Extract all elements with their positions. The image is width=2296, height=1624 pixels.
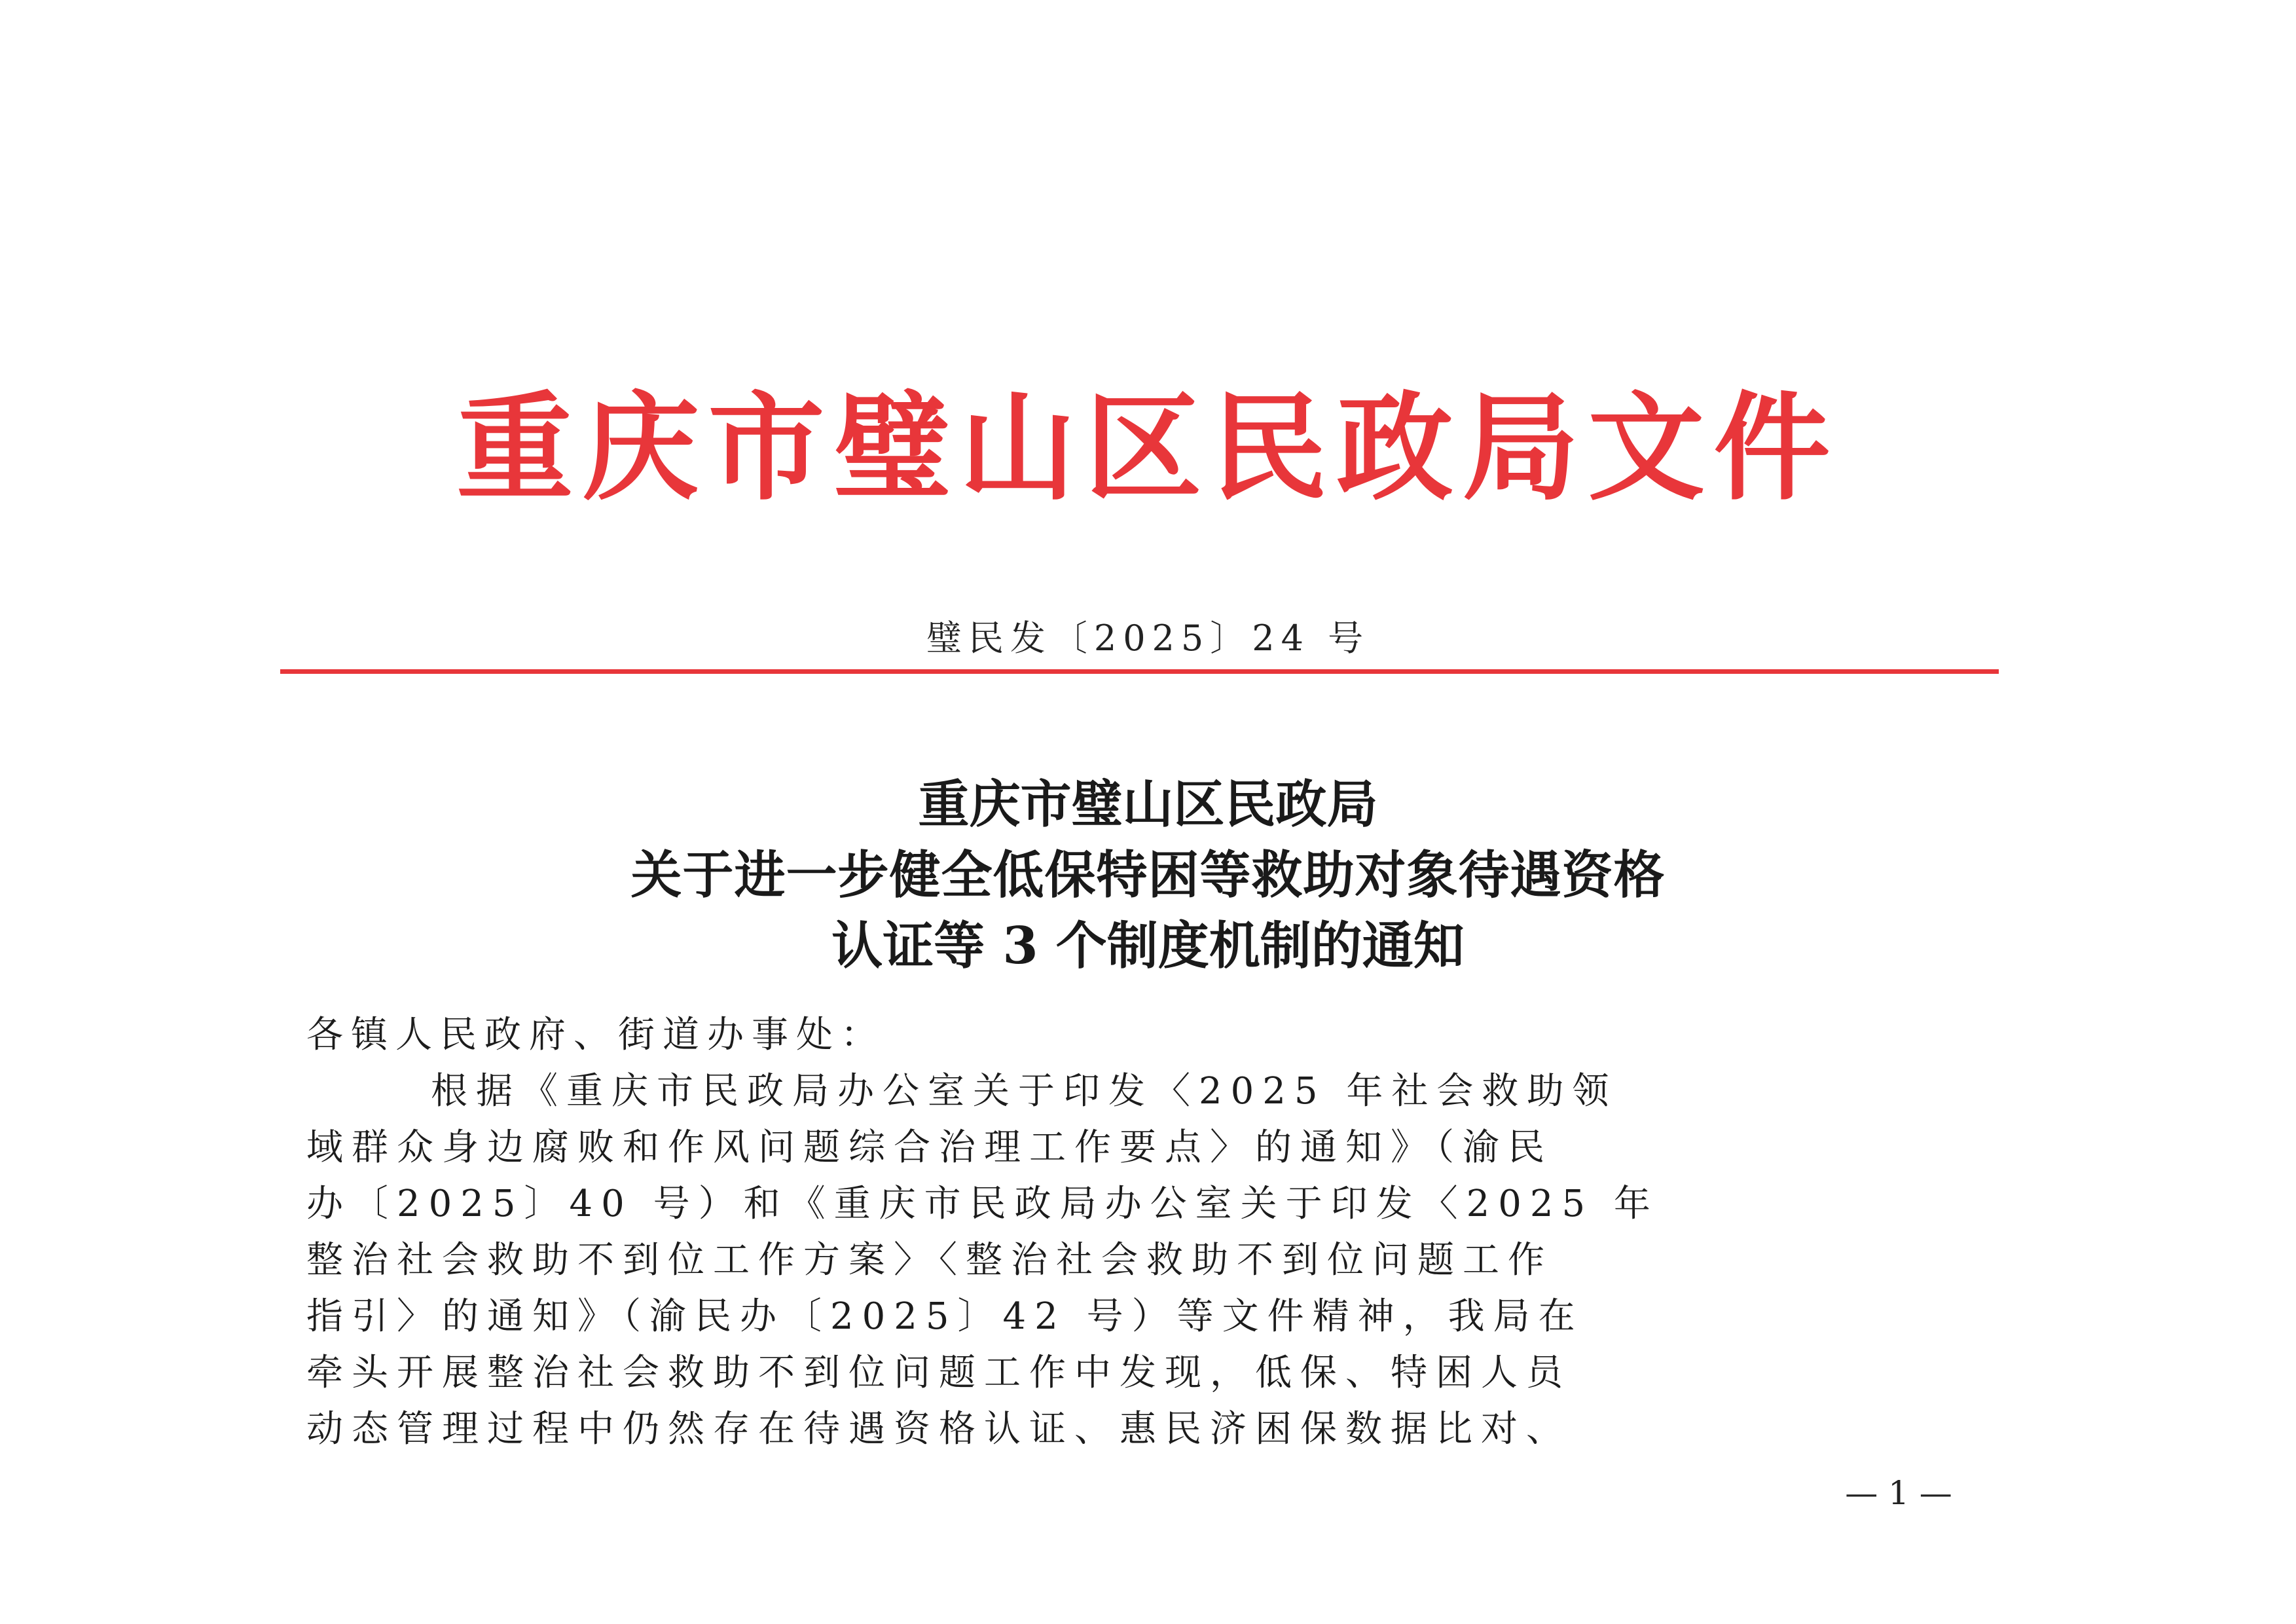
salutation: 各镇人民政府、街道办事处： <box>306 1014 885 1056</box>
notice-title-line-1: 重庆市璧山区民政局 <box>918 775 1378 834</box>
paragraph-line: 动态管理过程中仍然存在待遇资格认证、惠民济困保数据比对、 <box>306 1408 1571 1450</box>
notice-body <box>306 1007 2009 1458</box>
notice-title-line-2: 关于进一步健全低保特困等救助对象待遇资格 <box>630 845 1666 905</box>
paragraph-line: 牵头开展整治社会救助不到位问题工作中发现，低保、特困人员 <box>306 1352 1571 1394</box>
paragraph-line: 办〔2025〕40 号）和《重庆市民政局办公室关于印发〈2025 年 <box>306 1183 1659 1225</box>
notice-title <box>0 769 2296 982</box>
red-separator-line <box>280 669 1999 674</box>
paragraph-line: 根据《重庆市民政局办公室关于印发〈2025 年社会救助领 <box>431 1070 1618 1113</box>
body-paragraph <box>306 1063 2009 1458</box>
paragraph-line: 域群众身边腐败和作风问题综合治理工作要点〉的通知》（渝民 <box>306 1126 1553 1169</box>
page-number: — 1 — <box>1845 1474 1952 1512</box>
paragraph-line: 整治社会救助不到位工作方案〉〈整治社会救助不到位问题工作 <box>306 1239 1553 1282</box>
document-header-title: 重庆市璧山区民政局文件 <box>456 380 1840 516</box>
notice-title-line-3: 认证等 3 个制度机制的通知 <box>831 916 1465 976</box>
paragraph-line: 指引〉的通知》（渝民办〔2025〕42 号）等文件精神，我局在 <box>306 1295 1584 1338</box>
document-number: 璧民发〔2025〕24 号 <box>926 618 1370 659</box>
